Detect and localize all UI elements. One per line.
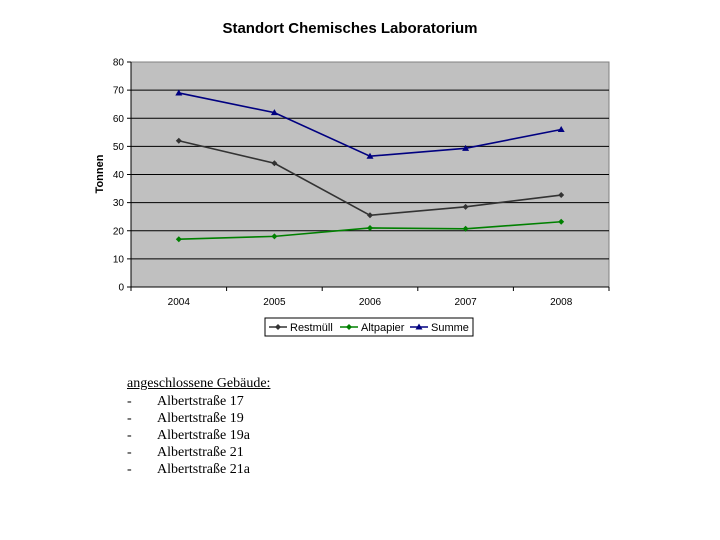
list-dash: - [127,462,132,477]
y-tick-label: 70 [112,85,124,97]
building-name: Albertstraße 19 [157,411,244,426]
x-tick-label: 2004 [167,297,190,308]
list-dash: - [127,428,132,443]
chart-title: Standort Chemisches Laboratorium [222,20,478,37]
x-tick-label: 2006 [358,297,382,308]
y-tick-label: 30 [112,198,124,210]
list-dash: - [127,411,132,426]
y-axis-label: Tonnen [94,154,106,194]
building-item [127,393,270,410]
building-name: Albertstraße 19a [157,428,250,443]
x-tick-label: 2007 [454,297,477,308]
legend-label: Restmüll [290,322,333,334]
y-tick-label: 50 [112,141,124,153]
building-item [127,444,270,461]
legend-label: Altpapier [361,322,405,334]
y-tick-label: 40 [112,170,124,181]
y-tick-label: 0 [118,282,124,294]
buildings-section [127,376,270,478]
list-dash: - [127,394,132,409]
y-tick-label: 20 [112,226,124,238]
building-name: Albertstraße 17 [157,394,244,409]
building-name: Albertstraße 21a [157,462,250,477]
y-tick-label: 80 [112,57,124,69]
building-name: Albertstraße 21 [157,445,244,460]
building-item [127,427,270,444]
legend [265,318,473,336]
list-dash: - [127,445,132,460]
legend-label: Summe [431,322,469,334]
buildings-list [127,393,270,478]
x-tick-label: 2005 [263,297,286,308]
building-item [127,461,270,478]
buildings-heading: angeschlossene Gebäude: [127,376,271,391]
y-tick-label: 60 [112,113,124,125]
building-item [127,410,270,427]
x-tick-label: 2008 [550,297,573,308]
y-tick-label: 10 [112,254,124,266]
